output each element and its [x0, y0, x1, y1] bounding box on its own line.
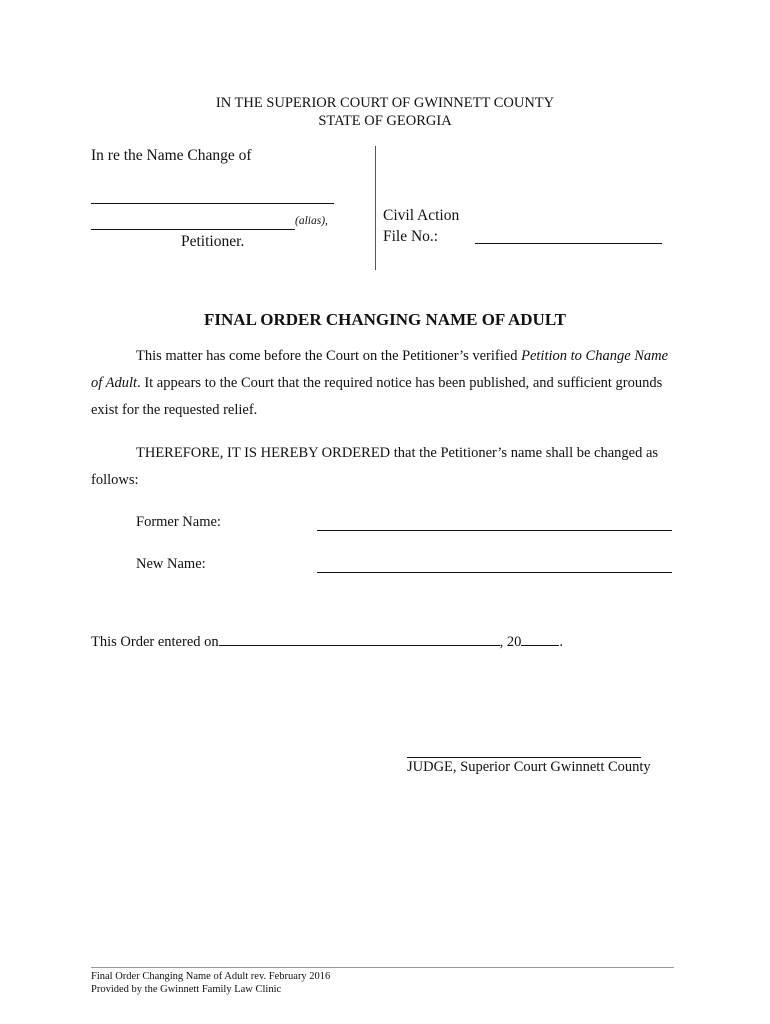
entered-suffix: .: [559, 634, 564, 650]
paragraph-findings-start: This matter has come before the Court on the Petitioner’s verified: [136, 348, 522, 364]
footer-form-name: Final Order Changing Name of Adult rev. February 2016: [91, 971, 331, 982]
entered-year-prefix: , 20: [499, 634, 522, 650]
former-name-label: Former Name:: [136, 514, 221, 530]
footer-provider: Provided by the Gwinnett Family Law Clinic: [91, 984, 282, 995]
caption-divider: [375, 146, 376, 270]
footer-divider: [91, 967, 674, 968]
petitioner-label: Petitioner.: [181, 233, 245, 250]
entered-prefix: This Order entered on: [91, 634, 219, 650]
new-name-line: [317, 572, 672, 573]
petition-title: Petition to Change Name of Adult: [91, 348, 669, 391]
judge-label: JUDGE, Superior Court Gwinnett County: [407, 759, 651, 775]
paragraph-findings-end: . It appears to the Court that the required notice has been published, and sufficient grounds exist for the requested relief.: [91, 375, 663, 418]
court-header: [0, 94, 770, 130]
in-re-label: In re the Name Change of: [91, 147, 252, 164]
new-name-label: New Name:: [136, 556, 206, 572]
judge-signature-line: [407, 757, 641, 758]
entered-date-blank: [219, 645, 500, 646]
paragraph-findings: [91, 343, 681, 424]
document-title: FINAL ORDER CHANGING NAME OF ADULT: [204, 310, 566, 329]
petitioner-name-line: [91, 203, 334, 204]
alias-name-line: [91, 229, 295, 230]
file-no-label: File No.:: [383, 228, 439, 245]
footer: [91, 970, 330, 996]
state-name: STATE OF GEORGIA: [318, 113, 452, 129]
former-name-line: [317, 530, 672, 531]
file-number-line: [475, 243, 662, 244]
civil-action-block: [383, 205, 459, 247]
civil-action-label: Civil Action: [383, 207, 460, 224]
entered-year-blank: [521, 645, 559, 646]
order-entered-line: [91, 634, 563, 651]
court-name: IN THE SUPERIOR COURT OF GWINNETT COUNTY: [215, 95, 555, 111]
alias-label: (alias),: [295, 215, 328, 227]
paragraph-order: THEREFORE, IT IS HEREBY ORDERED that the Petitioner’s name shall be changed as follows:: [91, 445, 659, 488]
